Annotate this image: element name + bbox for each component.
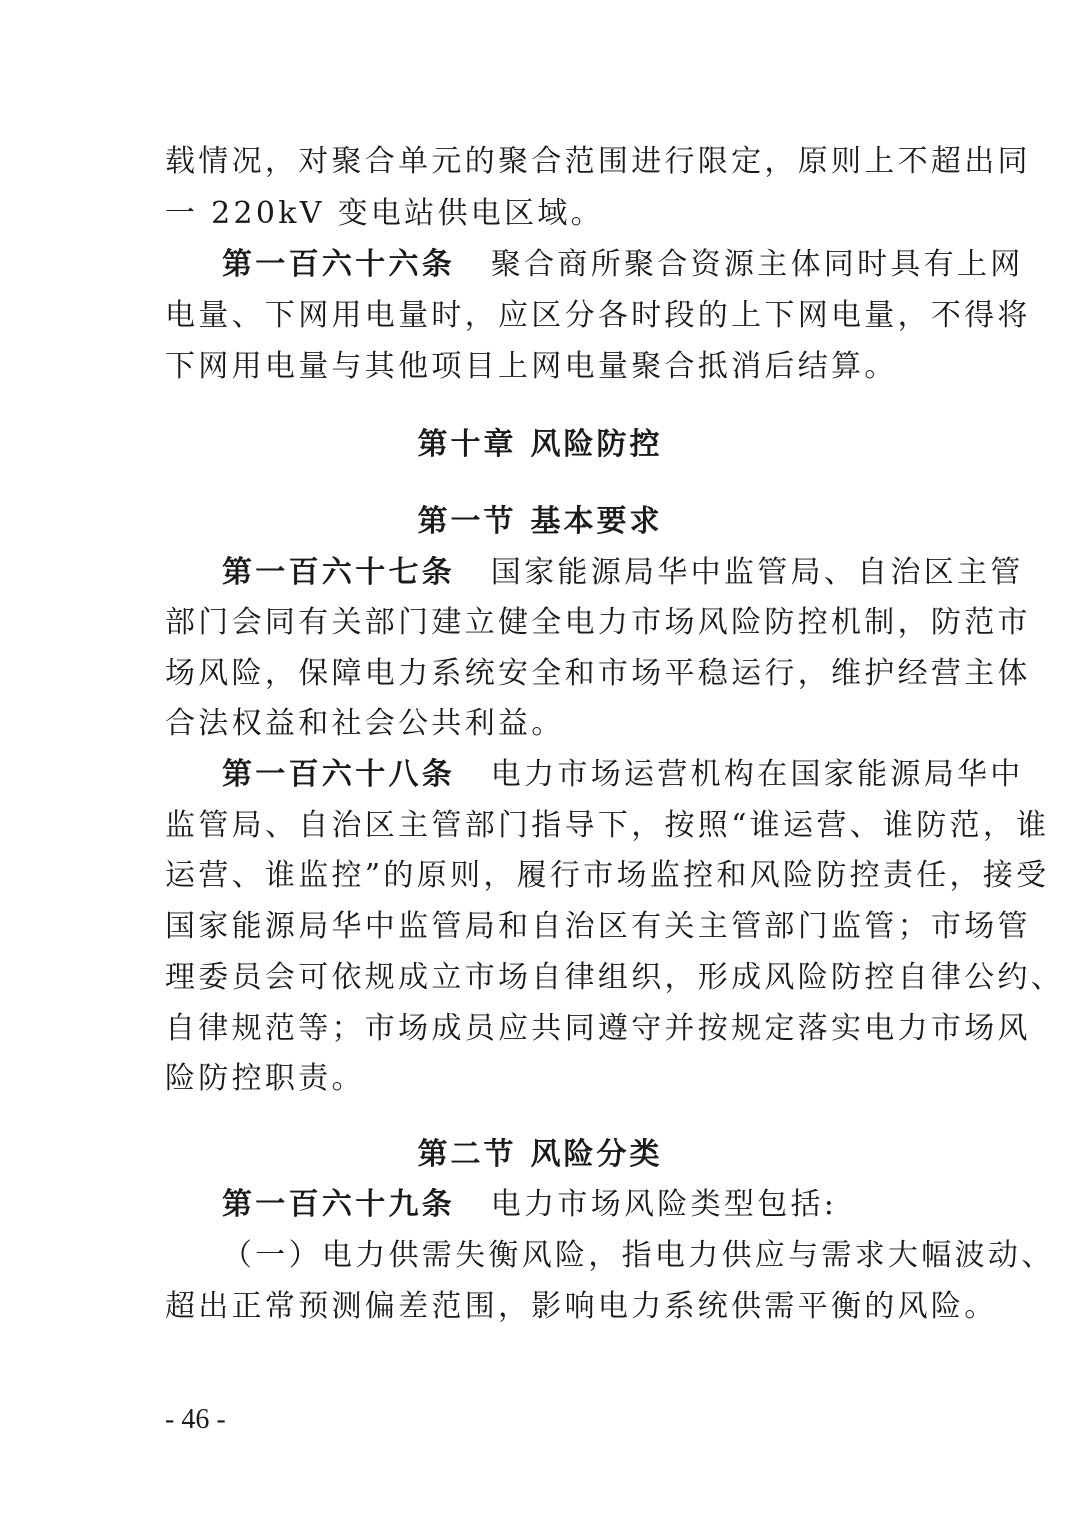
body-line: 监管局、自治区主管部门指导下，按照“谁运营、谁防范，谁: [165, 808, 1050, 843]
section-heading: [0, 504, 1080, 539]
article-label: 第一百六十九条: [222, 1187, 456, 1222]
body-line: 合法权益和社会公共利益。: [165, 706, 565, 741]
body-line: 电量、下网用电量时，应区分各时段的上下网电量，不得将: [165, 298, 1031, 333]
body-line: 超出正常预测偏差范围，影响电力系统供需平衡的风险。: [165, 1289, 998, 1324]
article-167: [222, 555, 1024, 590]
section-title: 基本要求: [530, 504, 663, 539]
body-line: 理委员会可依规成立市场自律组织，形成风险防控自律公约、: [165, 960, 1065, 995]
body-line: 一 220kV 变电站供电区域。: [165, 196, 604, 231]
article-169: [222, 1187, 838, 1222]
body-line: 场风险，保障电力系统安全和市场平稳运行，维护经营主体: [165, 656, 1031, 691]
body-line: 载情况，对聚合单元的聚合范围进行限定，原则上不超出同: [165, 144, 1031, 179]
section-number: 第一节: [417, 504, 517, 539]
article-text: 聚合商所聚合资源主体同时具有上网: [490, 247, 1024, 282]
article-166: [222, 247, 1024, 282]
article-label: 第一百六十六条: [222, 247, 456, 282]
article-label: 第一百六十七条: [222, 555, 456, 590]
body-line: 部门会同有关部门建立健全电力市场风险防控机制，防范市: [165, 605, 1031, 640]
body-line: 自律规范等；市场成员应共同遵守并按规定落实电力市场风: [165, 1011, 1031, 1046]
body-line: 下网用电量与其他项目上网电量聚合抵消后结算。: [165, 349, 898, 384]
chapter-title: 风险防控: [530, 427, 663, 462]
body-line: 运营、谁监控”的原则，履行市场监控和风险防控责任，接受: [165, 858, 1050, 893]
section-title: 风险分类: [530, 1137, 663, 1172]
article-label: 第一百六十八条: [222, 757, 456, 792]
article-text: 电力市场运营机构在国家能源局华中: [490, 757, 1024, 792]
article-168: [222, 757, 1024, 792]
section-heading: [0, 1137, 1080, 1172]
body-line: 国家能源局华中监管局和自治区有关主管部门监管；市场管: [165, 909, 1031, 944]
list-item: （一）电力供需失衡风险，指电力供应与需求大幅波动、: [222, 1238, 1055, 1273]
section-number: 第二节: [417, 1137, 517, 1172]
chapter-number: 第十章: [417, 427, 517, 462]
body-line: 险防控职责。: [165, 1061, 365, 1096]
page-number: - 46 -: [165, 1404, 226, 1435]
article-text: 电力市场风险类型包括:: [490, 1187, 838, 1222]
article-text: 国家能源局华中监管局、自治区主管: [490, 555, 1024, 590]
chapter-heading: [0, 427, 1080, 462]
